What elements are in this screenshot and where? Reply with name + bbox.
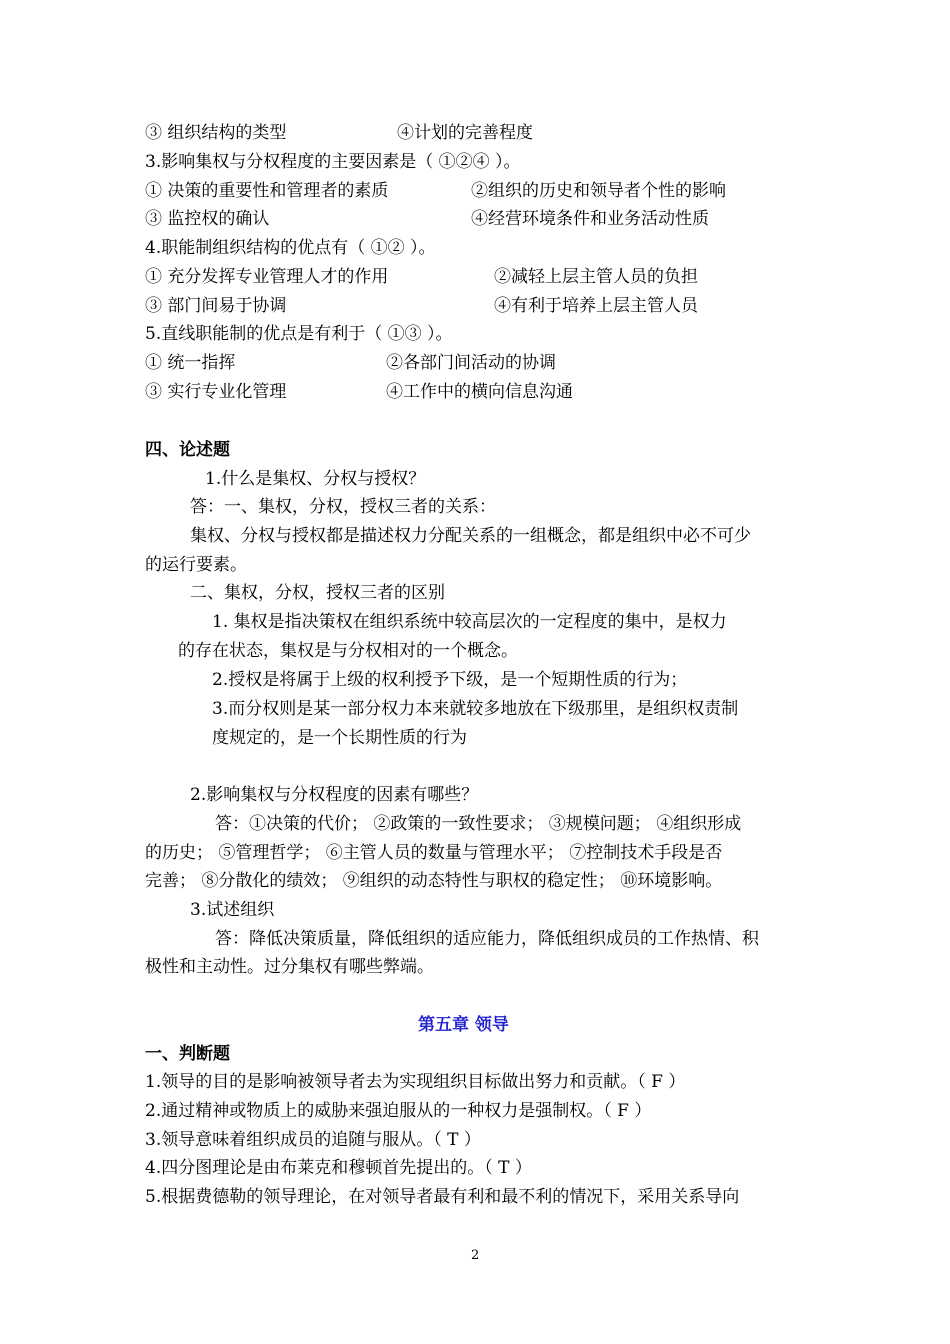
essay-q1-item3-line1: 3.而分权则是某一部分权力本来就较多地放在下级那里，是组织权责制 (212, 699, 739, 719)
essay-section-heading: 四、论述题 (145, 440, 230, 460)
q2-option-c: ③ 组织结构的类型 (145, 123, 287, 143)
essay-q1-para1-line1: 集权、分权与授权都是描述权力分配关系的一组概念，都是组织中必不可少 (190, 526, 751, 546)
q3-option-b: ②组织的历史和领导者个性的影响 (471, 181, 726, 201)
q2-option-d: ④计划的完善程度 (397, 123, 533, 143)
q4-option-c: ③ 部门间易于协调 (145, 296, 287, 316)
q4-option-a-b-row (145, 265, 698, 289)
chapter-title: 第五章 领导 (418, 1015, 509, 1035)
q3-option-c: ③ 监控权的确认 (145, 209, 270, 229)
q3-stem: 3.影响集权与分权程度的主要因素是（ ①②④ ）。 (145, 152, 521, 172)
essay-q2-answer-line2: 的历史； ⑤管理哲学； ⑥主管人员的数量与管理水平； ⑦控制技术手段是否 (145, 843, 723, 863)
q5-option-c: ③ 实行专业化管理 (145, 382, 287, 402)
essay-q2-question: 2.影响集权与分权程度的因素有哪些？ (190, 785, 479, 805)
essay-q1-item1-line2: 的存在状态，集权是与分权相对的一个概念。 (178, 641, 518, 661)
q5-stem: 5.直线职能制的优点是有利于（ ①③ ）。 (145, 324, 453, 344)
essay-q3-question: 3.试述组织 (190, 900, 275, 920)
essay-q3-answer-line1: 答：降低决策质量，降低组织的适应能力，降低组织成员的工作热情、积 (215, 929, 759, 949)
essay-q1-answer-intro: 答：一、集权，分权，授权三者的关系： (190, 497, 496, 517)
q5-option-b: ②各部门间活动的协调 (386, 353, 556, 373)
page-number: 2 (471, 1248, 480, 1263)
q5-option-a: ① 统一指挥 (145, 353, 236, 373)
q5-option-d: ④工作中的横向信息沟通 (386, 382, 573, 402)
essay-q2-answer-line1: 答：①决策的代价； ②政策的一致性要求； ③规模问题； ④组织形成 (215, 814, 742, 834)
essay-q1-item3-line2: 度规定的，是一个长期性质的行为 (212, 728, 467, 748)
q4-option-c-d-row (145, 294, 698, 318)
q3-option-a-b-row (145, 179, 726, 203)
judgment-item-5: 5.根据费德勒的领导理论，在对领导者最有利和最不利的情况下，采用关系导向 (145, 1187, 740, 1207)
essay-q1-sub-heading: 二、集权，分权，授权三者的区别 (190, 583, 445, 603)
judgment-item-2: 2.通过精神或物质上的威胁来强迫服从的一种权力是强制权。（ F ） (145, 1101, 652, 1121)
q3-option-a: ① 决策的重要性和管理者的素质 (145, 181, 389, 201)
q3-option-c-d-row (145, 207, 709, 231)
essay-q2-answer-line3: 完善； ⑧分散化的绩效； ⑨组织的动态特性与职权的稳定性； ⑩环境影响。 (145, 871, 723, 891)
essay-q1-question: 1.什么是集权、分权与授权？ (205, 469, 426, 489)
essay-q1-para1-line2: 的运行要素。 (145, 555, 247, 575)
judgment-item-4: 4.四分图理论是由布莱克和穆顿首先提出的。（ T ） (145, 1158, 532, 1178)
essay-q1-item2: 2.授权是将属于上级的权利授予下级，是一个短期性质的行为； (212, 670, 688, 690)
q4-option-a: ① 充分发挥专业管理人才的作用 (145, 267, 389, 287)
judgment-section-heading: 一、判断题 (145, 1044, 230, 1064)
q2-option-c-d-row (145, 121, 533, 145)
q5-option-c-d-row (145, 380, 573, 404)
q3-option-d: ④经营环境条件和业务活动性质 (471, 209, 709, 229)
q4-option-d: ④有利于培养上层主管人员 (494, 296, 698, 316)
essay-q1-item1-line1: 1. 集权是指决策权在组织系统中较高层次的一定程度的集中，是权力 (212, 612, 727, 632)
q4-option-b: ②减轻上层主管人员的负担 (494, 267, 698, 287)
judgment-item-3: 3.领导意味着组织成员的追随与服从。（ T ） (145, 1130, 481, 1150)
judgment-item-1: 1.领导的目的是影响被领导者去为实现组织目标做出努力和贡献。（ F ） (145, 1072, 686, 1092)
q5-option-a-b-row (145, 351, 556, 375)
q4-stem: 4.职能制组织结构的优点有（ ①② ）。 (145, 238, 436, 258)
essay-q3-answer-line2: 极性和主动性。过分集权有哪些弊端。 (145, 957, 434, 977)
